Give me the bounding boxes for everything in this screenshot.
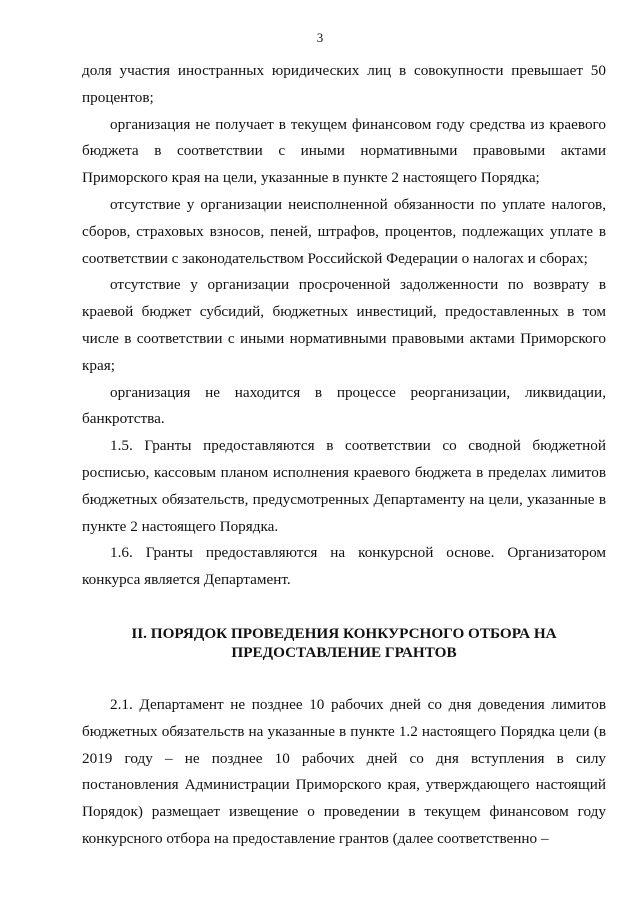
paragraph-foreign-share: доля участия иностранных юридических лиц в совокупности превышает 50 процентов; — [82, 62, 606, 106]
paragraph-no-overdue-debt: отсутствие у организации просроченной задолженности по возврату в краевой бюджет субсидий, бюджетных инвестиций, предоставленных в том числе в соответствии с иными нормативными правовыми актами Приморского края; — [82, 276, 606, 374]
paragraph-no-tax-debt: отсутствие у организации неисполненной обязанности по уплате налогов, сборов, страховых взносов, пеней, штрафов, процентов, подлежащих уплате в соответствии с законодательством Российской Федерации о налогах и сборах; — [82, 195, 606, 267]
section-heading — [82, 624, 606, 662]
paragraph-2-1: 2.1. Департамент не позднее 10 рабочих дней со дня доведения лимитов бюджетных обязательств на указанные в пункте 1.2 настоящего Порядка цели (в 2019 году – не позднее 10 рабочих дней со дня вступления в силу постановления Администрации Приморского края, утверждающего настоящий Порядок) размещает извещение о проведении в текущем финансовом году конкурсного отбора на предоставление грантов (далее соответственно – — [82, 695, 606, 847]
paragraph-no-regional-funds: организация не получает в текущем финансовом году средства из краевого бюджета в соответствии с иными нормативными правовыми актами Приморского края на цели, указанные в пункте 2 настоящего Порядка; — [82, 115, 606, 187]
page-number: 3 — [316, 30, 324, 45]
paragraph-not-in-liquidation: организация не находится в процессе реорганизации, ликвидации, банкротства. — [82, 383, 606, 428]
section-heading-line-1: II. ПОРЯДОК ПРОВЕДЕНИЯ КОНКУРСНОГО ОТБОРА НА — [131, 624, 557, 642]
paragraph-1-6: 1.6. Гранты предоставляются на конкурсной основе. Организатором конкурса является Департамент. — [82, 544, 606, 589]
section-heading-line-2: ПРЕДОСТАВЛЕНИЕ ГРАНТОВ — [231, 643, 457, 661]
paragraph-1-5: 1.5. Гранты предоставляются в соответствии со сводной бюджетной росписью, кассовым планом исполнения краевого бюджета в пределах лимитов бюджетных обязательств, предусмотренных Департаменту на цели, указанные в пункте 2 настоящего Порядка. — [82, 437, 606, 535]
document-body — [82, 58, 606, 853]
